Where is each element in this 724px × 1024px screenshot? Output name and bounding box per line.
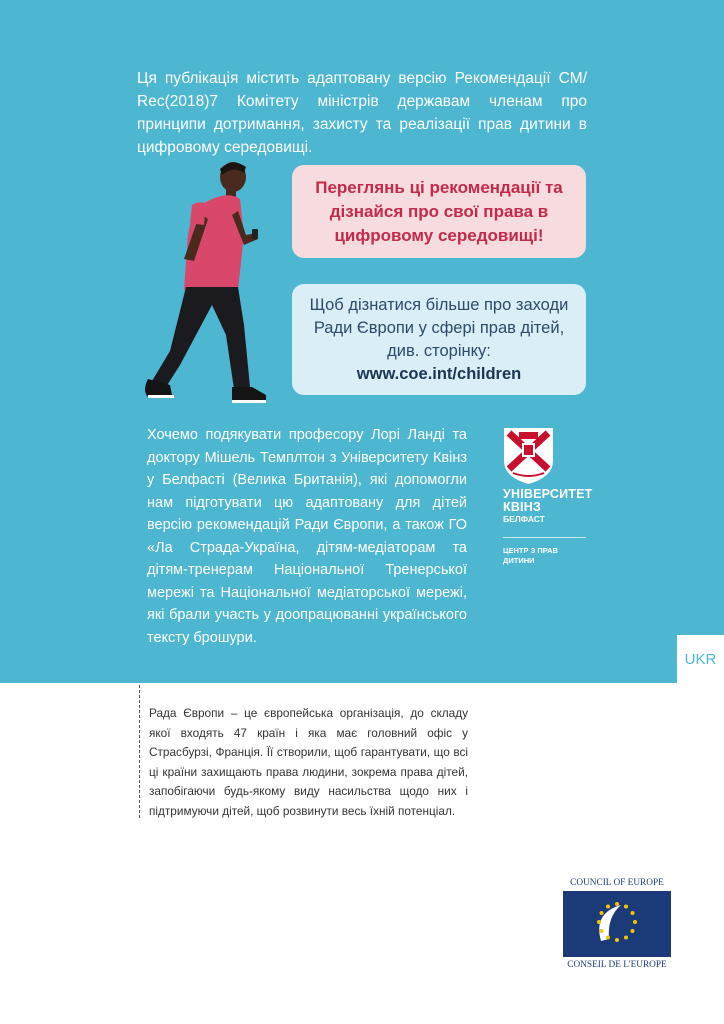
language-tab <box>677 635 724 683</box>
divider <box>503 537 586 538</box>
council-description: Рада Європи – це європейська організація, до складу якої входять 47 країн і яка має головний офіс у Страсбурзі, Франція. Її створили, щоб гарантувати, що всі ці країни захищають права людини, зокрема права дітей, запобігаючи будь-якому виду насильства щодо них і підтримуючи дітей, щоб розвинути весь їхній потенціал. <box>149 706 468 818</box>
coe-logo-top-text: COUNCIL OF EUROPE <box>570 878 664 888</box>
university-name-line2: КВІНЗ <box>503 500 541 514</box>
centre-name-line2: ДИТИНИ <box>503 556 535 565</box>
council-of-europe-logo <box>563 877 671 971</box>
language-tab-label: UKR <box>684 650 717 668</box>
dashed-divider <box>139 685 140 818</box>
university-city: БЕЛФАСТ <box>503 514 545 524</box>
university-crest-icon <box>503 427 554 485</box>
info-callout-text: Щоб дізнатися більше про заходи Ради Європи у сфері прав дітей, див. сторінку: <box>309 295 569 360</box>
recommendation-callout-text: Переглянь ці рекомендації та дізнайся про свої права в цифровому середовищі! <box>315 177 563 245</box>
queens-university-logo <box>503 427 593 566</box>
coe-children-link[interactable]: www.coe.int/children <box>356 364 522 383</box>
info-callout <box>292 284 586 395</box>
centre-name-line1: ЦЕНТР З ПРАВ <box>503 546 558 555</box>
coe-logo-bottom-text: CONSEIL DE L'EUROPE <box>567 960 667 970</box>
recommendation-callout <box>292 165 586 258</box>
walking-person-illustration <box>140 155 280 415</box>
intro-paragraph: Ця публікація містить адаптовану версію Рекомендації CM/ Rec(2018)7 Комітету міністрів державам членам про принципи дотримання, захисту та реалізації прав дитини в цифровому середовищі. <box>137 70 587 156</box>
acknowledgements-paragraph: Хочемо подякувати професору Лорі Ланді та доктору Мішель Темплтон з Університету Квінз у Белфасті (Велика Британія), які допомогли нам підготувати цю адаптовану для дітей версію рекомендацій Ради Європи, а також ГО «Ла Страда-Україна, дітям-медіаторам та дітям-тренерам Національної Тренерської мережі та Національної медіаторської мережі, які брали участь у доопрацюванні українського тексту брошури. <box>147 427 467 646</box>
university-name-line1: УНІВЕРСИТЕТ <box>503 487 593 501</box>
coe-flag-icon <box>563 891 671 957</box>
